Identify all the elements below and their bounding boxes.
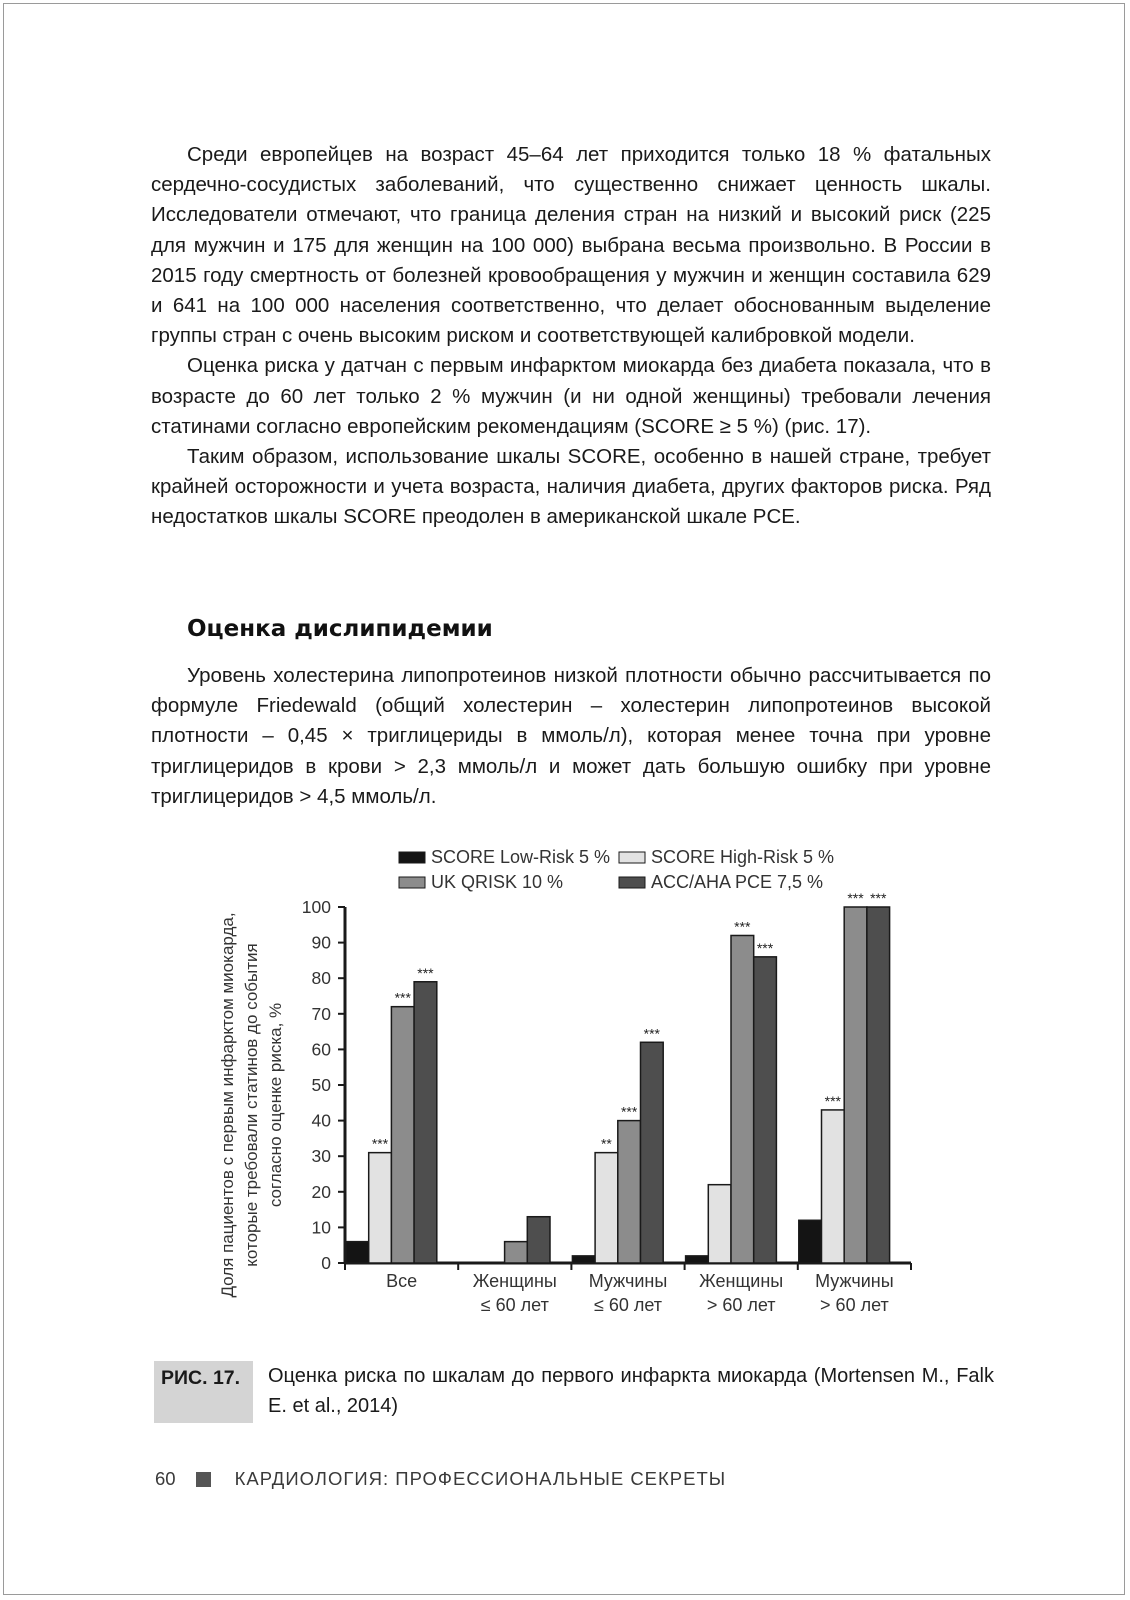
- bar: [527, 1217, 550, 1263]
- significance-label: ***: [643, 1025, 661, 1042]
- y-tick-label: 60: [311, 1039, 331, 1060]
- body-text: [151, 140, 991, 533]
- figure-caption: [154, 1361, 994, 1423]
- bar: [369, 1153, 392, 1263]
- y-tick-label: 20: [311, 1181, 331, 1202]
- y-tick-label: 30: [311, 1146, 331, 1167]
- y-axis-label: согласно оценке риска, %: [266, 1002, 285, 1208]
- bar: [708, 1185, 731, 1263]
- legend-swatch: [619, 852, 645, 863]
- y-tick-label: 70: [311, 1003, 331, 1024]
- paragraph: Уровень холестерина липопротеинов низкой плотности обычно рассчитывается по формуле Friedewald (общий холестерин – холестерин липопротеинов высокой плотности – 0,45 × триглицериды в ммоль/л), которая менее точна при уровне триглицеридов в крови > 2,3 ммоль/л и может дать большую ошибку при уровне триглицеридов > 4,5 ммоль/л.: [151, 664, 991, 808]
- bar: [414, 982, 437, 1263]
- section-heading: Оценка дислипидемии: [187, 616, 493, 642]
- page-number: 60: [155, 1468, 176, 1489]
- y-tick-label: 40: [311, 1110, 331, 1131]
- bar: [641, 1042, 664, 1263]
- y-tick-label: 10: [311, 1217, 331, 1238]
- legend-label: SCORE High-Risk 5 %: [651, 847, 835, 867]
- x-category-label: Женщины: [699, 1271, 784, 1291]
- paragraph: Оценка риска у датчан с первым инфарктом миокарда без диабета показала, что в возрасте до 60 лет только 2 % мужчин (и ни одной женщины) требовали лечения статинами согласно европейским рекомендациям (SCORE ≥ 5 %) (рис. 17).: [151, 354, 991, 438]
- bar: [391, 1007, 414, 1263]
- significance-label: ***: [417, 964, 434, 981]
- x-category-label: > 60 лет: [706, 1295, 776, 1315]
- significance-label: ***: [756, 939, 774, 956]
- page-footer: [155, 1468, 726, 1490]
- footer-square-icon: [196, 1472, 211, 1487]
- figure-label: РИС. 17.: [154, 1361, 253, 1423]
- bar-chart: [209, 842, 929, 1322]
- paragraph: Среди европейцев на возраст 45–64 лет приходится только 18 % фатальных сердечно-сосудистых заболеваний, что существенно снижает ценность шкалы. Исследователи отмечают, что граница деления стран на низкий и высокий риск (225 для мужчин и 175 для женщин на 100 000) выбрана весьма произвольно. В России в 2015 году смертность от болезней кровообращения у мужчин и женщин составила 629 и 641 на 100 000 населения соответственно, что делает обоснованным выделение группы стран с очень высоким риском и соответствующей калибровкой модели.: [151, 143, 991, 348]
- x-category-label: > 60 лет: [820, 1295, 889, 1315]
- significance-label: ***: [620, 1103, 638, 1120]
- x-category-label: Женщины: [472, 1271, 557, 1291]
- legend-swatch: [399, 852, 425, 863]
- bar: [844, 907, 867, 1263]
- legend-swatch: [399, 877, 425, 888]
- y-tick-label: 80: [311, 968, 331, 989]
- x-category-label: Мужчины: [588, 1271, 668, 1291]
- bar: [799, 1220, 822, 1263]
- significance-label: **: [600, 1135, 612, 1152]
- y-tick-label: 90: [311, 932, 331, 953]
- bar: [731, 935, 754, 1263]
- section-body-text: [151, 661, 991, 812]
- significance-label: ***: [824, 1092, 842, 1109]
- figure-caption-text: Оценка риска по шкалам до первого инфаркта миокарда (Mortensen M., Falk E. et al., 2014): [268, 1365, 994, 1417]
- x-category-label: ≤ 60 лет: [593, 1295, 663, 1315]
- y-axis-label: которые требовали статинов до события: [242, 943, 261, 1267]
- bar: [867, 907, 890, 1263]
- legend-label: UK QRISK 10 %: [431, 872, 564, 892]
- y-tick-label: 50: [311, 1075, 331, 1095]
- y-tick-label: 0: [321, 1253, 331, 1273]
- bar: [572, 1256, 595, 1263]
- paragraph: Таким образом, использование шкалы SCORE, особенно в нашей стране, требует крайней осторожности и учета возраста, наличия диабета, других факторов риска. Ряд недостатков шкалы SCORE преодолен в американской шкале PCE.: [151, 445, 991, 529]
- x-category-label: ≤ 60 лет: [480, 1295, 549, 1315]
- bar: [618, 1121, 641, 1263]
- bar: [754, 957, 777, 1263]
- x-category-label: Все: [386, 1271, 418, 1291]
- y-tick-label: 100: [301, 897, 331, 917]
- y-axis-label: Доля пациентов с первым инфарктом миокарда,: [218, 912, 237, 1298]
- legend-label: ACC/AHA PCE 7,5 %: [651, 872, 824, 892]
- bar: [686, 1256, 709, 1263]
- bar: [595, 1153, 618, 1263]
- significance-label: ***: [394, 989, 411, 1006]
- legend-label: SCORE Low-Risk 5 %: [431, 847, 611, 867]
- x-category-label: Мужчины: [815, 1271, 894, 1291]
- running-title: КАРДИОЛОГИЯ: ПРОФЕССИОНАЛЬНЫЕ СЕКРЕТЫ: [234, 1468, 727, 1489]
- document-page: [3, 3, 1125, 1595]
- significance-label: ***: [847, 890, 864, 906]
- bar: [505, 1242, 528, 1263]
- significance-label: ***: [734, 918, 751, 935]
- significance-label: ***: [371, 1135, 389, 1152]
- significance-label: ***: [870, 890, 887, 906]
- legend-swatch: [619, 877, 645, 888]
- bar: [822, 1110, 845, 1263]
- bar: [346, 1242, 369, 1263]
